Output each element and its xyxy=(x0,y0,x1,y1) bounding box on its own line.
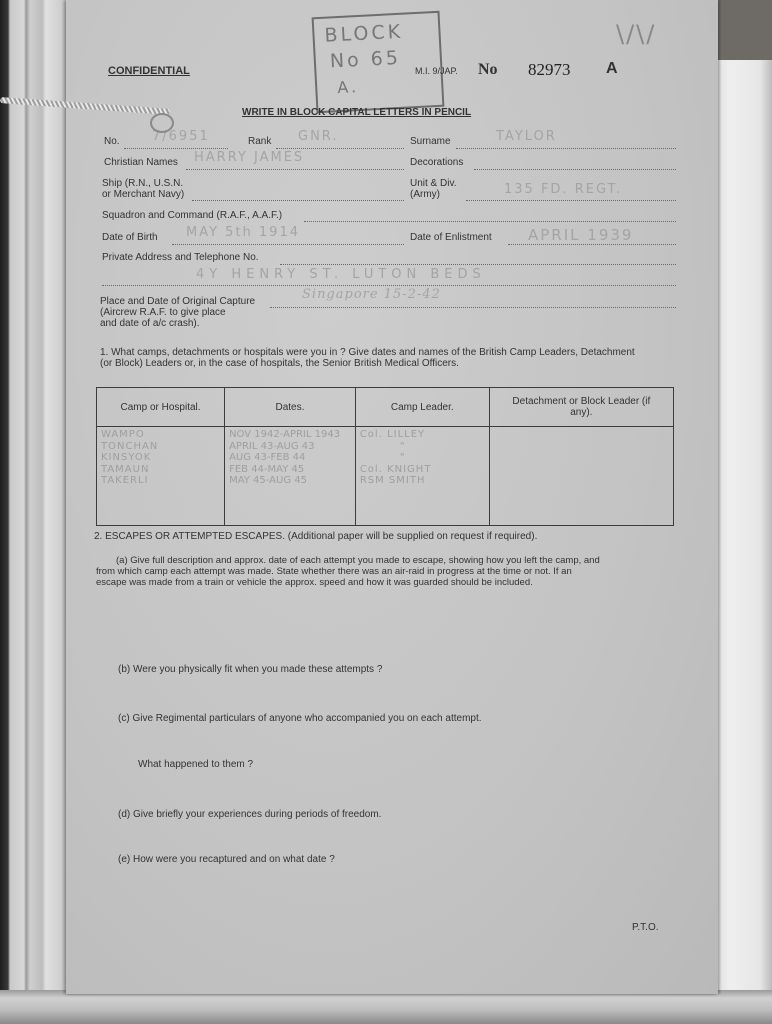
camp-entry: TAKERLI xyxy=(101,475,149,486)
table-header-row xyxy=(97,388,674,427)
dob-value: MAY 5th 1914 xyxy=(186,225,300,240)
date-entry: NOV 1942-APRIL 1943 xyxy=(229,429,341,440)
question-1-line-2: (or Block) Leaders or, in the case of hospitals, the Senior British Medical Officers. xyxy=(100,358,459,369)
date-entry: FEB 44-MAY 45 xyxy=(229,463,305,475)
squadron-line xyxy=(304,221,676,222)
date-entry: AUG 43-FEB 44 xyxy=(229,452,306,463)
form-number: 82973 xyxy=(528,60,571,79)
unit-label-2: (Army) xyxy=(410,189,440,200)
question-2a-line-1: (a) Give full description and approx. date of each attempt you made to escape, showing how you left the camp, and xyxy=(116,555,600,566)
decorations-line xyxy=(474,169,676,170)
leader-entry: " xyxy=(399,440,406,452)
leader-entry: Col. KNIGHT xyxy=(359,463,432,475)
rank-label: Rank xyxy=(248,136,272,147)
camp-entry: TAMAUN xyxy=(101,463,150,475)
question-2c-sub: What happened to them ? xyxy=(138,759,254,770)
squadron-label: Squadron and Command (R.A.F., A.A.F.) xyxy=(102,210,283,221)
address-value: 4Y HENRY ST. LUTON BEDS xyxy=(196,267,486,282)
form-code: M.I. 9/JAP. xyxy=(415,66,458,76)
unit-line xyxy=(466,200,676,201)
surname-line xyxy=(456,148,676,149)
capture-label-3: and date of a/c crash). xyxy=(100,318,200,329)
enlistment-line xyxy=(508,244,676,245)
question-1-line-1: 1. What camps, detachments or hospitals were you in ? Give dates and names of the British Camp Leaders, Detachment xyxy=(100,347,635,358)
christian-line xyxy=(186,169,404,170)
ship-label-1: Ship (R.N., U.S.N. xyxy=(102,178,184,189)
leader-entry: " xyxy=(399,452,406,463)
capture-label-1: Place and Date of Original Capture xyxy=(100,296,256,307)
decorations-label: Decorations xyxy=(410,157,464,168)
camp-entry: WAMPO xyxy=(101,429,145,440)
question-2a-line-3: escape was made from a train or vehicle the approx. speed and how it was guarded should be included. xyxy=(96,577,533,588)
no-label: No. xyxy=(104,136,120,147)
leader-entry: RSM SMITH xyxy=(359,475,426,486)
question-2e: (e) How were you recaptured and on what date ? xyxy=(118,854,335,865)
leader-entry: Col. LILLEY xyxy=(359,429,426,440)
christian-value: HARRY JAMES xyxy=(194,150,305,165)
capture-label-2: (Aircrew R.A.F. to give place xyxy=(100,307,226,318)
table-row xyxy=(97,427,674,526)
address-line-1 xyxy=(280,264,676,265)
instruction: WRITE IN BLOCK CAPITAL LETTERS IN PENCIL xyxy=(242,107,472,118)
form-sheet xyxy=(66,0,718,994)
address-label: Private Address and Telephone No. xyxy=(102,252,259,263)
dob-label: Date of Birth xyxy=(102,232,158,243)
capture-line xyxy=(270,307,676,308)
col-camp-header: Camp or Hospital. xyxy=(97,388,225,427)
dates-cell xyxy=(225,427,356,526)
leader-cell xyxy=(355,427,489,526)
no-line xyxy=(124,148,228,149)
question-2a-line-2: from which camp each attempt was made. State whether there was an air-raid in progress at the time or not. If an xyxy=(96,566,572,577)
no-value: 7/6951 xyxy=(152,129,210,144)
col-dates-header: Dates. xyxy=(225,388,356,427)
block-stamp xyxy=(312,11,445,114)
corner-mark: \/\/ xyxy=(616,20,657,48)
block-leader-cell xyxy=(489,427,673,526)
camps-table xyxy=(96,387,674,526)
pto-label: P.T.O. xyxy=(632,922,659,933)
col-block-leader-header: Detachment or Block Leader (if any). xyxy=(489,388,673,427)
form-suffix: A xyxy=(606,60,618,77)
date-entry: MAY 45-AUG 45 xyxy=(229,475,307,486)
question-2c: (c) Give Regimental particulars of anyone who accompanied you on each attempt. xyxy=(118,713,482,724)
confidential-label: CONFIDENTIAL xyxy=(108,65,190,77)
number-label: No xyxy=(478,61,498,78)
question-2b: (b) Were you physically fit when you made these attempts ? xyxy=(118,664,383,675)
date-entry: APRIL 43-AUG 43 xyxy=(229,440,315,452)
ship-line xyxy=(192,200,404,201)
question-2d: (d) Give briefly your experiences during periods of freedom. xyxy=(118,809,382,820)
rank-value: GNR. xyxy=(298,129,339,144)
address-line-2 xyxy=(102,285,676,286)
stamp-line-1: BLOCK xyxy=(323,20,404,47)
stamp-line-3: A. xyxy=(336,77,360,98)
surname-value: TAYLOR xyxy=(496,129,557,144)
dob-line xyxy=(172,244,404,245)
camp-entry: TONCHAN xyxy=(101,440,159,452)
rank-line xyxy=(276,148,404,149)
question-2-heading: 2. ESCAPES OR ATTEMPTED ESCAPES. (Additional paper will be supplied on request if required). xyxy=(94,531,538,542)
capture-value: Singapore 15-2-42 xyxy=(302,287,441,302)
camp-cell xyxy=(97,427,225,526)
stamp-line-2: No 65 xyxy=(329,46,402,73)
camp-entry: KINSYOK xyxy=(101,452,152,463)
col-leader-header: Camp Leader. xyxy=(355,388,489,427)
string-knot xyxy=(150,113,174,133)
surname-label: Surname xyxy=(410,136,451,147)
ship-label-2: or Merchant Navy) xyxy=(102,189,185,200)
christian-label: Christian Names xyxy=(104,157,178,168)
enlistment-value: APRIL 1939 xyxy=(528,226,634,244)
unit-value: 135 FD. REGT. xyxy=(504,182,623,197)
unit-label-1: Unit & Div. xyxy=(410,178,457,189)
folder-bottom-edge xyxy=(0,990,772,1024)
enlistment-label: Date of Enlistment xyxy=(410,232,492,243)
